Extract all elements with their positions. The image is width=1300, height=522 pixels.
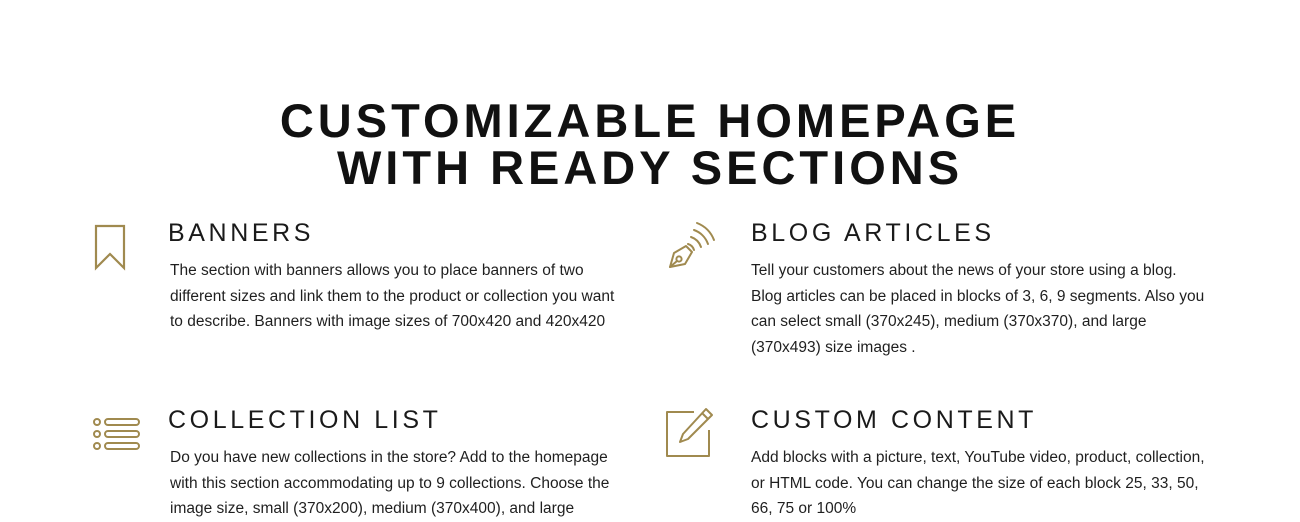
- feature-description: Tell your customers about the news of your store using a blog. Blog articles can be placed in blocks of 3, 6, 9 segments. Also you can select small (370x245), medium (370x370), and large (370x493) size images .: [751, 262, 1205, 356]
- feature-title: BANNERS: [168, 219, 315, 247]
- pen-nib-icon: [664, 220, 716, 272]
- bookmark-icon: [88, 222, 140, 274]
- feature-description: Do you have new collections in the store? Add to the homepage with this section accommodating up to 9 collections. Choose the image size, small (370x200), medium (370x400), and large: [170, 449, 610, 517]
- feature-title: COLLECTION LIST: [168, 406, 442, 434]
- heading-line-2: WITH READY SECTIONS: [336, 141, 964, 195]
- feature-description: Add blocks with a picture, text, YouTube video, product, collection, or HTML code. You can change the size of each block 25, 33, 50, 66, 75 or 100%: [751, 449, 1205, 517]
- feature-description: The section with banners allows you to place banners of two different sizes and link them to the product or collection you want to describe. Banners with image sizes of 700x420 and 420x420: [170, 262, 615, 330]
- heading-line-1: CUSTOMIZABLE HOMEPAGE: [279, 94, 1021, 148]
- feature-title: BLOG ARTICLES: [751, 219, 995, 247]
- section-heading: [0, 94, 1300, 195]
- list-icon: [90, 408, 142, 460]
- edit-icon: [662, 406, 714, 458]
- feature-title: CUSTOM CONTENT: [751, 406, 1038, 434]
